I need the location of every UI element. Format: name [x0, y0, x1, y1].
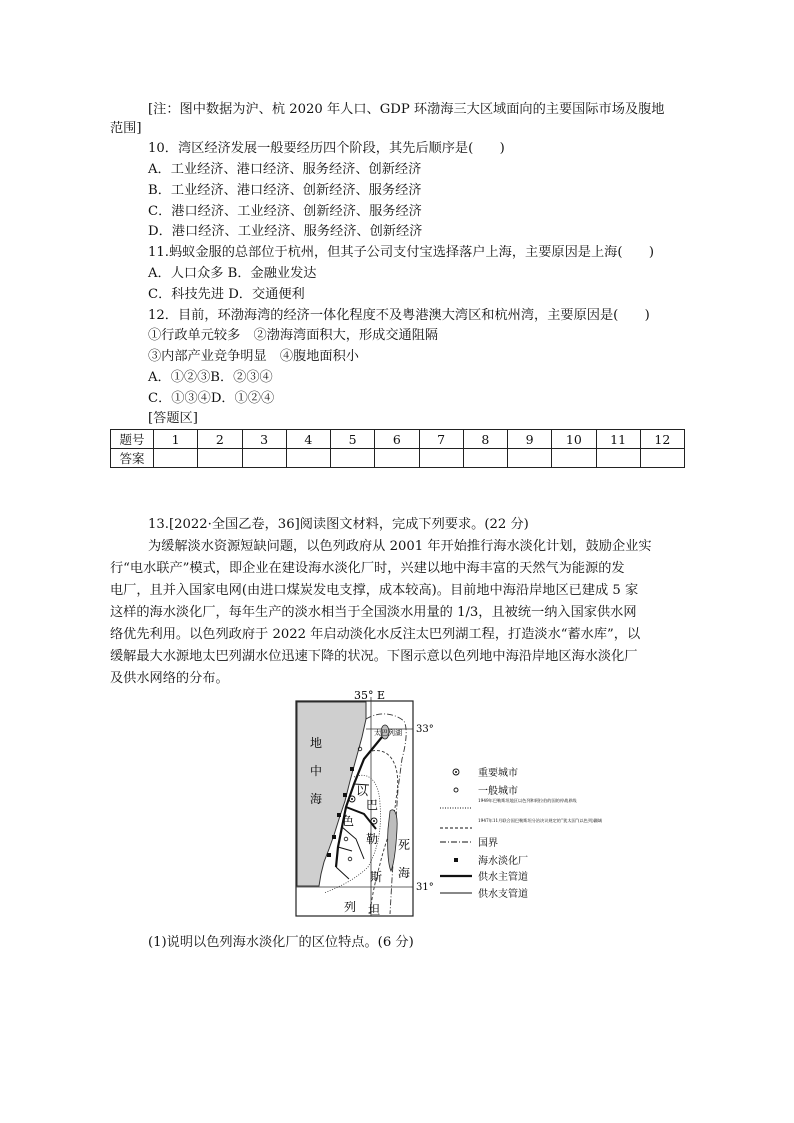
number-cell: 1: [154, 430, 198, 449]
q11-stem: 11.蚂蚁金服的总部位于杭州，但其子公司支付宝选择落户上海，主要原因是上海( ): [148, 245, 655, 260]
q13-para-line-4: 这样的海水淡化厂，每年生产的淡水相当于全国淡水用量的 1/3，且被统一纳入国家供水网: [110, 605, 637, 620]
q11-options-cd: C．科技先进 D．交通便利: [148, 287, 305, 302]
legend-main-pipe: 供水主管道: [478, 872, 528, 883]
plant-4: [332, 835, 336, 839]
dead-sea-char-1: 死: [398, 838, 411, 852]
palestine-char-1: 巴: [366, 798, 379, 812]
legend-major-city: 重要城市: [478, 768, 518, 779]
number-cell: 9: [508, 430, 552, 449]
answer-table: [110, 429, 685, 468]
number-cell: 11: [596, 430, 640, 449]
dead-sea-char-2: 海: [398, 866, 411, 880]
q10-option-b: B．工业经济、港口经济、创新经济、服务经济: [148, 183, 422, 198]
country-char-3: 列: [344, 900, 357, 914]
answer-area-label: [答题区]: [148, 411, 198, 426]
plant-3: [337, 813, 341, 817]
q12-options-cd: C．①③④D．①②④: [148, 391, 275, 406]
note-line-2: 范围]: [110, 121, 142, 136]
number-cell: 3: [242, 430, 286, 449]
lat-bottom-label: 31°: [416, 882, 434, 893]
q13-para-line-3: 电厂，且并入国家电网(由进口煤炭发电支撑，成本较高)。目前地中海沿岸地区已建成 5 家: [110, 583, 639, 598]
q10-option-d: D．港口经济、工业经济、服务经济、创新经济: [148, 224, 423, 239]
answer-cell[interactable]: [331, 449, 375, 468]
q13-para-line-1: 为缓解淡水资源短缺问题，以色列政府从 2001 年开始推行海水淡化计划，鼓励企业实: [148, 539, 652, 554]
plant-5: [327, 853, 331, 857]
answer-cell[interactable]: [154, 449, 198, 468]
q12-items-1: ①行政单元较多 ②渤海湾面积大，形成交通阻隔: [148, 328, 439, 343]
palestine-char-2: 勒: [366, 832, 379, 846]
header-label-cell: 题号: [111, 430, 154, 449]
q12-stem: 12．目前，环渤海湾的经济一体化程度不及粤港澳大湾区和杭州湾，主要原因是( ): [148, 308, 650, 323]
sea-char-3: 海: [310, 792, 323, 806]
number-cell: 7: [419, 430, 463, 449]
answer-table-header-row: [111, 430, 685, 449]
answer-cell[interactable]: [286, 449, 330, 468]
palestine-char-3: 斯: [370, 870, 383, 884]
number-cell: 4: [286, 430, 330, 449]
country-char-1: 以: [356, 784, 369, 798]
q13-sub-question-1: (1)说明以色列海水淡化厂的区位特点。(6 分): [148, 935, 414, 950]
q13-header: 13.[2022·全国乙卷，36]阅读图文材料，完成下列要求。(22 分): [148, 517, 529, 532]
q12-items-2: ③内部产业竞争明显 ④腹地面积小: [148, 349, 359, 364]
number-cell: 2: [198, 430, 242, 449]
legend-armistice-line: 1949年巴勒斯坦地区以色列和阿拉伯的国的停战界线: [478, 798, 577, 803]
answer-cell[interactable]: [508, 449, 552, 468]
city-3: [348, 857, 352, 861]
answer-cell[interactable]: [640, 449, 684, 468]
israel-desalination-map: [294, 689, 634, 921]
q13-para-line-6: 缓解最大水源地太巴列湖水位迅速下降的状况。下图示意以色列地中海沿岸地区海水淡化厂: [110, 649, 638, 664]
number-cell: 6: [375, 430, 419, 449]
number-cell: 8: [463, 430, 507, 449]
note-line-1: [注：图中数据为沪、杭 2020 年人口、GDP 环渤海三大区域面向的主要国际市场及腹地: [148, 102, 665, 117]
q10-option-c: C．港口经济、工业经济、创新经济、服务经济: [148, 204, 422, 219]
lon-label: 35° E: [354, 689, 386, 702]
answer-cell[interactable]: [596, 449, 640, 468]
answer-table-answer-row: [111, 449, 685, 468]
q13-para-line-5: 络优先利用。以色列政府于 2022 年启动淡化水反注太巴列湖工程，打造淡水“蓄水库”，以: [110, 627, 641, 642]
legend-plant: 海水淡化厂: [478, 856, 528, 867]
answer-cell[interactable]: [552, 449, 596, 468]
answer-cell[interactable]: [242, 449, 286, 468]
answer-cell[interactable]: [375, 449, 419, 468]
dead-sea: [388, 810, 398, 871]
legend-un-1947-line: 1947年11月联合国巴勒斯坦分治决议规定的“犹太国”(以色列)疆域: [478, 818, 603, 823]
q13-para-line-7: 及供水网络的分布。: [110, 671, 229, 686]
city-2: [344, 837, 348, 841]
sea-char-1: 地: [310, 736, 323, 750]
q12-options-ab: A．①②③B．②③④: [148, 370, 273, 385]
legend-branch-pipe: 供水支管道: [478, 889, 528, 900]
sea-char-2: 中: [310, 764, 323, 778]
q10-stem: 10．湾区经济发展一般要经历四个阶段，其先后顺序是( ): [148, 141, 505, 156]
answer-cell[interactable]: [419, 449, 463, 468]
map-legend: [440, 766, 603, 900]
number-cell: 5: [331, 430, 375, 449]
country-char-2: 色: [342, 814, 355, 828]
answer-cell[interactable]: [463, 449, 507, 468]
q11-options-ab: A．人口众多 B．金融业发达: [148, 266, 317, 281]
plant-2: [343, 793, 347, 797]
number-cell: 12: [640, 430, 684, 449]
lake-label: 太巴列湖: [374, 729, 402, 737]
palestine-char-4: 坦: [368, 903, 381, 917]
answer-label-cell: 答案: [111, 449, 154, 468]
plant-1: [350, 767, 354, 771]
q13-para-line-2: 行“电水联产”模式，即企业在建设海水淡化厂时，兴建以地中海丰富的天然气为能源的发: [110, 561, 625, 576]
q10-option-a: A．工业经济、港口经济、服务经济、创新经济: [148, 162, 422, 177]
lat-top-label: 33°: [416, 724, 434, 735]
legend-city: 一般城市: [478, 786, 518, 797]
legend-national-border: 国界: [478, 838, 498, 849]
answer-cell[interactable]: [198, 449, 242, 468]
number-cell: 10: [552, 430, 596, 449]
